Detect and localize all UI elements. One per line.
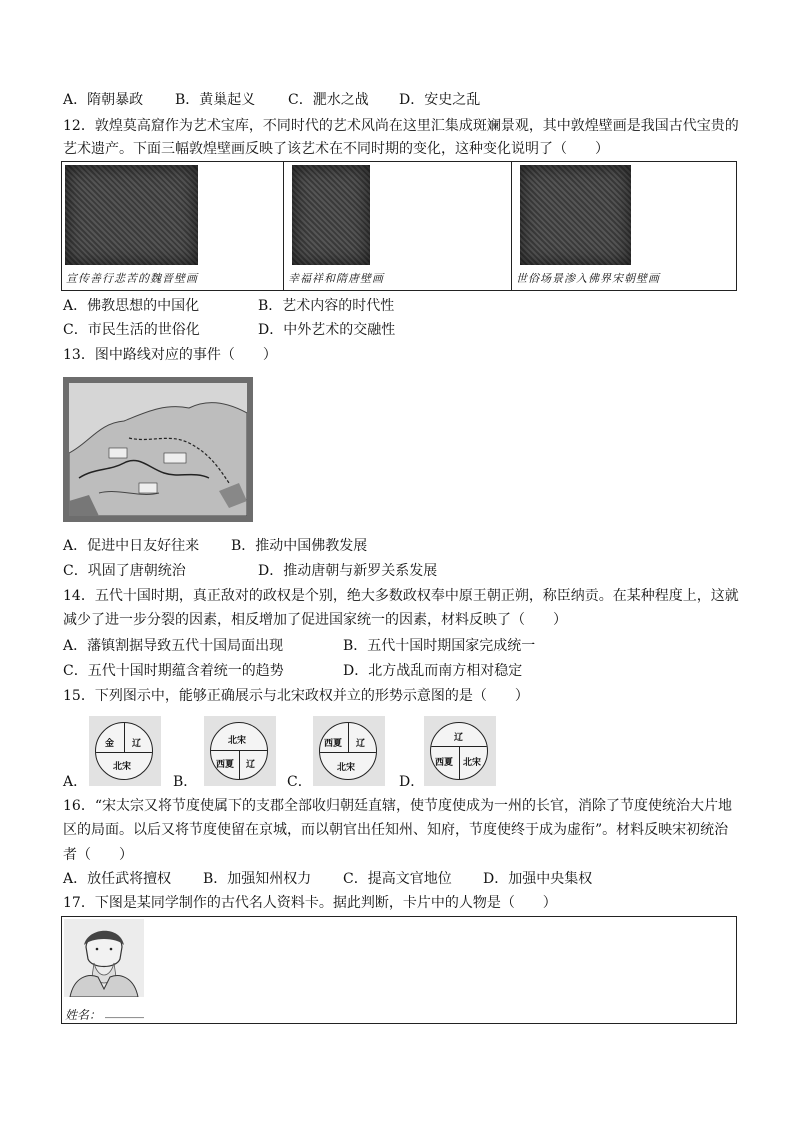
region-label: 辽 xyxy=(246,760,256,770)
region-label: 西夏 xyxy=(435,758,454,768)
q13-option-d: D．推动唐朝与新罗关系发展 xyxy=(258,563,438,579)
division-circle-d xyxy=(430,722,488,780)
q16-option-b: B．加强知州权力 xyxy=(203,871,312,887)
region-label: 辽 xyxy=(356,739,366,749)
q11-option-b: B．黄巢起义 xyxy=(175,92,256,108)
region-label: 北宋 xyxy=(228,736,247,746)
portrait-image xyxy=(64,919,144,997)
q12-cell-song xyxy=(512,162,736,290)
q17-stem: 17．下图是某同学制作的古代名人资料卡。据此判断，卡片中的人物是（ ） xyxy=(63,895,557,911)
q17-profile-card xyxy=(61,916,737,1024)
q12-option-b: B．艺术内容的时代性 xyxy=(258,298,395,314)
q14-option-a: A．藩镇割据导致五代十国局面出现 xyxy=(63,638,284,654)
region-label: 辽 xyxy=(132,739,142,749)
q12-caption-3: 世俗场景渗入佛界宋朝壁画 xyxy=(516,272,660,285)
q15-letter-c: C． xyxy=(287,774,312,790)
q16-stem-line3: 者（ ） xyxy=(63,847,133,863)
q14-option-b: B．五代十国时期国家完成统一 xyxy=(343,638,536,654)
q12-stem-line2: 艺术遗产。下面三幅敦煌壁画反映了该艺术在不同时期的变化，这种变化说明了（ ） xyxy=(63,141,609,157)
q13-option-a: A．促进中日友好往来 xyxy=(63,538,200,554)
portrait-drawing xyxy=(64,919,144,997)
map-inner xyxy=(69,383,247,516)
q13-option-b: B．推动中国佛教发展 xyxy=(231,538,368,554)
q12-caption-2: 幸福祥和隋唐壁画 xyxy=(288,272,384,285)
region-label: 北宋 xyxy=(337,763,356,773)
q12-option-d: D．中外艺术的交融性 xyxy=(258,322,396,338)
q12-stem-line1: 12．敦煌莫高窟作为艺术宝库，不同时代的艺术风尚在这里汇集成斑斓景观，其中敦煌壁画是我国古代宝贵的 xyxy=(63,118,739,134)
q15-letter-d: D． xyxy=(399,774,425,790)
region-label: 西夏 xyxy=(324,739,343,749)
region-label: 辽 xyxy=(454,733,464,743)
q14-option-c: C．五代十国时期蕴含着统一的趋势 xyxy=(63,663,284,679)
song-mural-image xyxy=(520,165,631,265)
division-circle-a xyxy=(95,722,153,780)
q16-stem-line2: 区的局面。以后又将节度使留在京城，而以朝官出任知州、知府，节度使终于成为虚衔”。材料反映宋初统治 xyxy=(63,822,729,838)
q16-option-d: D．加强中央集权 xyxy=(483,871,593,887)
q14-option-d: D．北方战乱而南方相对稳定 xyxy=(343,663,523,679)
q16-option-a: A．放任武将擅权 xyxy=(63,871,172,887)
q15-diagram-b xyxy=(204,716,276,786)
q12-caption-1: 宣传善行悲苦的魏晋壁画 xyxy=(66,272,198,285)
q14-stem-line1: 14．五代十国时期，真正敌对的政权是个别，绝大多数政权奉中原王朝正朔，称臣纳贡。在某种程度上，这就 xyxy=(63,588,739,604)
q12-cell-sui-tang xyxy=(284,162,512,290)
q16-stem-line1: 16．“宋太宗又将节度使属下的支郡全部收归朝廷直辖，使节度使成为一州的长官，消除了节度使统治大片地 xyxy=(63,798,732,814)
q11-option-a: A．隋朝暴政 xyxy=(63,92,144,108)
q15-letter-a: A． xyxy=(63,774,88,790)
division-circle-b xyxy=(210,722,268,780)
q14-stem-line2: 减少了进一步分裂的因素，相反增加了促进国家统一的因素，材料反映了（ ） xyxy=(63,612,567,628)
q12-cell-wei-jin xyxy=(62,162,284,290)
q13-option-c: C．巩固了唐朝统治 xyxy=(63,563,186,579)
sui-tang-mural-image xyxy=(292,165,370,265)
region-label: 金 xyxy=(105,739,115,749)
q11-option-d: D．安史之乱 xyxy=(399,92,481,108)
q11-option-c: C．淝水之战 xyxy=(288,92,369,108)
name-label: 姓名： xyxy=(65,1008,102,1022)
q15-diagram-c xyxy=(313,716,385,786)
q15-diagram-d xyxy=(424,716,496,786)
q15-letter-b: B． xyxy=(173,774,198,790)
division-circle-c xyxy=(319,722,377,780)
route-map-image xyxy=(63,377,253,522)
q12-option-a: A．佛教思想的中国化 xyxy=(63,298,200,314)
q16-option-c: C．提高文官地位 xyxy=(343,871,452,887)
q13-stem: 13．图中路线对应的事件（ ） xyxy=(63,347,277,363)
route-map-drawing xyxy=(69,383,247,516)
q12-option-c: C．市民生活的世俗化 xyxy=(63,322,200,338)
name-blank[interactable]: ______ xyxy=(105,1004,144,1019)
q15-diagram-a xyxy=(89,716,161,786)
region-label: 西夏 xyxy=(216,760,235,770)
region-label: 北宋 xyxy=(113,762,132,772)
q12-mural-table xyxy=(61,161,737,291)
region-label: 北宋 xyxy=(463,758,482,768)
wei-jin-mural-image xyxy=(65,165,198,265)
q15-stem: 15．下列图示中，能够正确展示与北宋政权并立的形势示意图的是（ ） xyxy=(63,688,529,704)
